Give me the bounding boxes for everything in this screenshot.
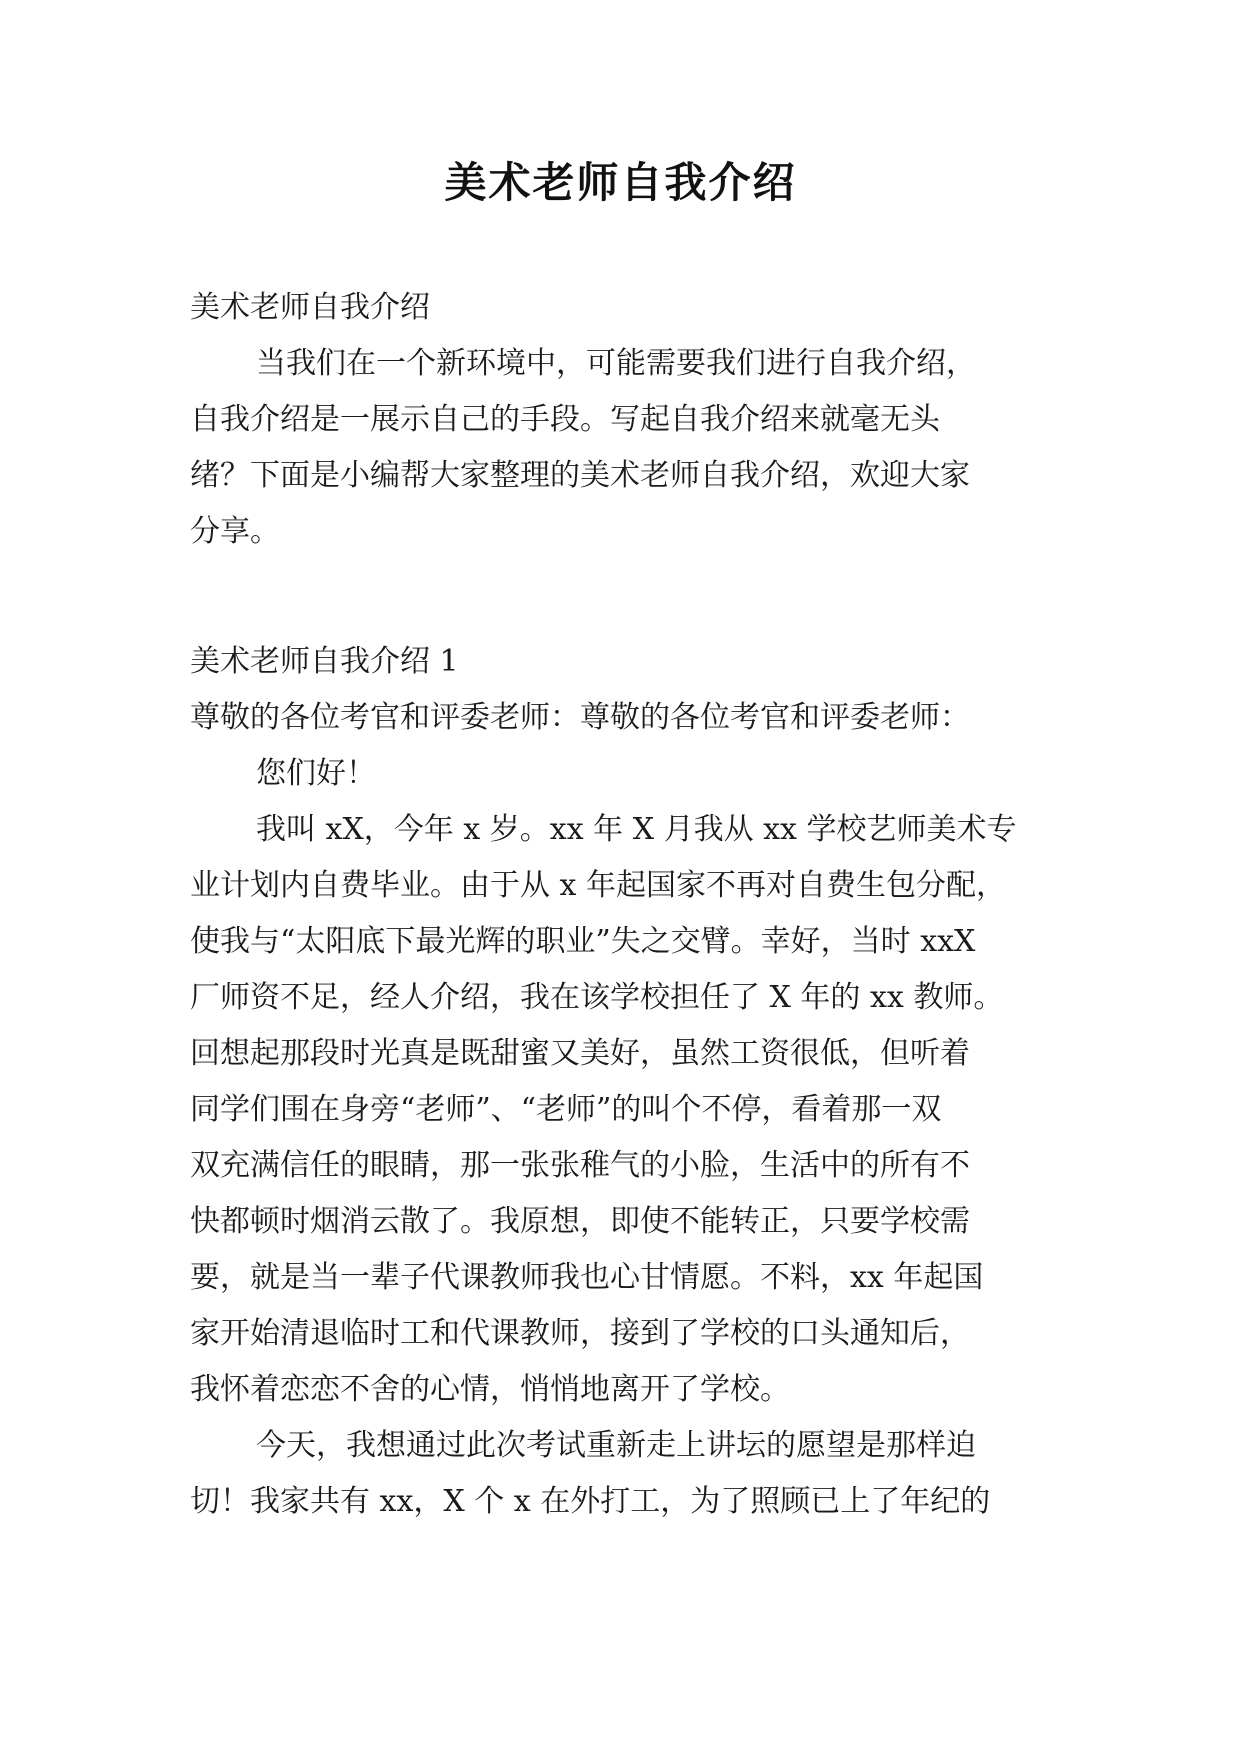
text-line: 尊敬的各位考官和评委老师：尊敬的各位考官和评委老师：: [190, 700, 970, 735]
text-line: 今天，我想通过此次考试重新走上讲坛的愿望是那样迫: [256, 1428, 976, 1463]
text-line: 同学们围在身旁“老师”、“老师”的叫个不停，看着那一双: [190, 1092, 942, 1127]
text-line: 您们好！: [256, 756, 376, 791]
text-line: 绪？下面是小编帮大家整理的美术老师自我介绍，欢迎大家: [190, 458, 970, 493]
text-line: 分享。: [190, 514, 280, 549]
text-line: 家开始清退临时工和代课教师，接到了学校的口头通知后，: [190, 1316, 970, 1351]
text-line: 回想起那段时光真是既甜蜜又美好，虽然工资很低，但听着: [190, 1036, 970, 1071]
text-line: 使我与“太阳底下最光辉的职业”失之交臂。幸好，当时 xxX: [190, 924, 976, 959]
text-line: 快都顿时烟消云散了。我原想，即使不能转正，只要学校需: [190, 1204, 970, 1239]
text-line: 我叫 xX，今年 x 岁。xx 年 X 月我从 xx 学校艺师美术专: [256, 812, 1017, 847]
text-line: 当我们在一个新环境中，可能需要我们进行自我介绍，: [256, 346, 976, 381]
text-line: 业计划内自费毕业。由于从 x 年起国家不再对自费生包分配，: [190, 868, 1006, 903]
text-line: 切！我家共有 xx，X 个 x 在外打工，为了照顾已上了年纪的: [190, 1484, 991, 1519]
text-line: 我怀着恋恋不舍的心情，悄悄地离开了学校。: [190, 1372, 790, 1407]
text-line: 厂师资不足，经人介绍，我在该学校担任了 X 年的 xx 教师。: [190, 980, 1004, 1015]
text-line: 自我介绍是一展示自己的手段。写起自我介绍来就毫无头: [190, 402, 940, 437]
paragraph-spacer: [190, 560, 1070, 634]
document-title: 美术老师自我介绍: [444, 158, 797, 207]
document-body: [190, 280, 1070, 1530]
text-line: 要，就是当一辈子代课教师我也心甘情愿。不料，xx 年起国: [190, 1260, 984, 1295]
text-line: 美术老师自我介绍 1: [190, 644, 459, 679]
text-line: 美术老师自我介绍: [190, 290, 430, 325]
text-line: 双充满信任的眼睛，那一张张稚气的小脸，生活中的所有不: [190, 1148, 970, 1183]
